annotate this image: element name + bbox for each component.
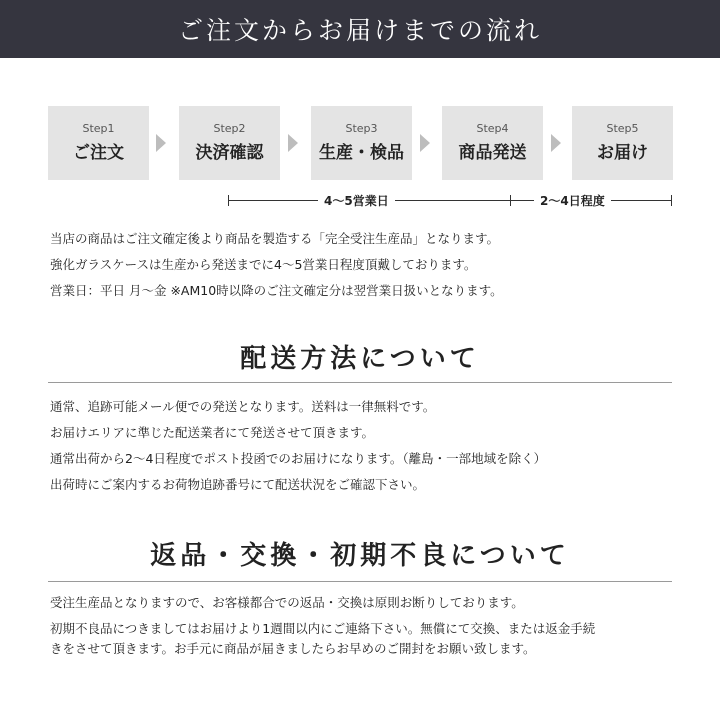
order-info-line: 当店の商品はご注文確定後より商品を製造する「完全受注生産品」となります。 — [50, 231, 500, 246]
step-2-name: 決済確認 — [195, 143, 264, 163]
timeline-tick — [671, 195, 672, 206]
arrow-right-icon — [551, 134, 561, 152]
returns-line: 受注生産品となりますので、お客様都合での返品・交換は原則お断りしております。 — [50, 595, 524, 610]
step-4-box — [442, 106, 543, 180]
step-2-label: Step2 — [213, 122, 246, 135]
step-5-name: お届け — [597, 143, 648, 163]
section-divider — [48, 382, 672, 383]
order-info-line: 営業日：平日 月～金 ※AM10時以降のご注文確定分は翌営業日扱いとなります。 — [50, 283, 503, 298]
arrow-right-icon — [156, 134, 166, 152]
step-5-box — [572, 106, 673, 180]
shipping-line: お届けエリアに準じた配送業者にて発送させて頂きます。 — [50, 425, 375, 440]
section-divider — [48, 581, 672, 582]
step-5-label: Step5 — [606, 122, 639, 135]
step-1-name: ご注文 — [73, 143, 124, 163]
returns-section-title: 返品・交換・初期不良について — [150, 541, 570, 571]
returns-line: きをさせて頂きます。お手元に商品が届きましたらお早めのご開封をお願い致します。 — [50, 641, 536, 656]
order-info-line: 強化ガラスケースは生産から発送までに4～5営業日程度頂戴しております。 — [50, 257, 477, 272]
arrow-right-icon — [288, 134, 298, 152]
step-1-box — [48, 106, 149, 180]
returns-line: 初期不良品につきましてはお届けより1週間以内にご連絡下さい。無償にて交換、または返金手続 — [50, 621, 596, 636]
page-header — [0, 0, 720, 58]
page-title: ご注文からお届けまでの流れ — [177, 16, 542, 45]
shipping-section-title: 配送方法について — [240, 344, 480, 374]
shipping-line: 通常、追跡可能メール便での発送となります。送料は一律無料です。 — [50, 399, 436, 414]
timeline-tick — [228, 195, 229, 206]
lead-time-timeline — [228, 190, 672, 212]
delivery-days-label: 2～4日程度 — [534, 192, 611, 210]
shipping-line: 出荷時にご案内するお荷物追跡番号にて配送状況をご確認下さい。 — [50, 477, 426, 492]
step-3-name: 生産・検品 — [319, 143, 404, 163]
step-3-box — [311, 106, 412, 180]
step-1-label: Step1 — [82, 122, 115, 135]
step-2-box — [179, 106, 280, 180]
timeline-tick — [510, 195, 511, 206]
arrow-right-icon — [420, 134, 430, 152]
shipping-line: 通常出荷から2～4日程度でポスト投函でのお届けになります。（離島・一部地域を除く） — [50, 451, 547, 466]
order-flow-steps — [48, 106, 678, 180]
production-days-label: 4～5営業日 — [318, 192, 395, 210]
step-4-name: 商品発送 — [458, 143, 527, 163]
step-4-label: Step4 — [476, 122, 509, 135]
step-3-label: Step3 — [345, 122, 378, 135]
